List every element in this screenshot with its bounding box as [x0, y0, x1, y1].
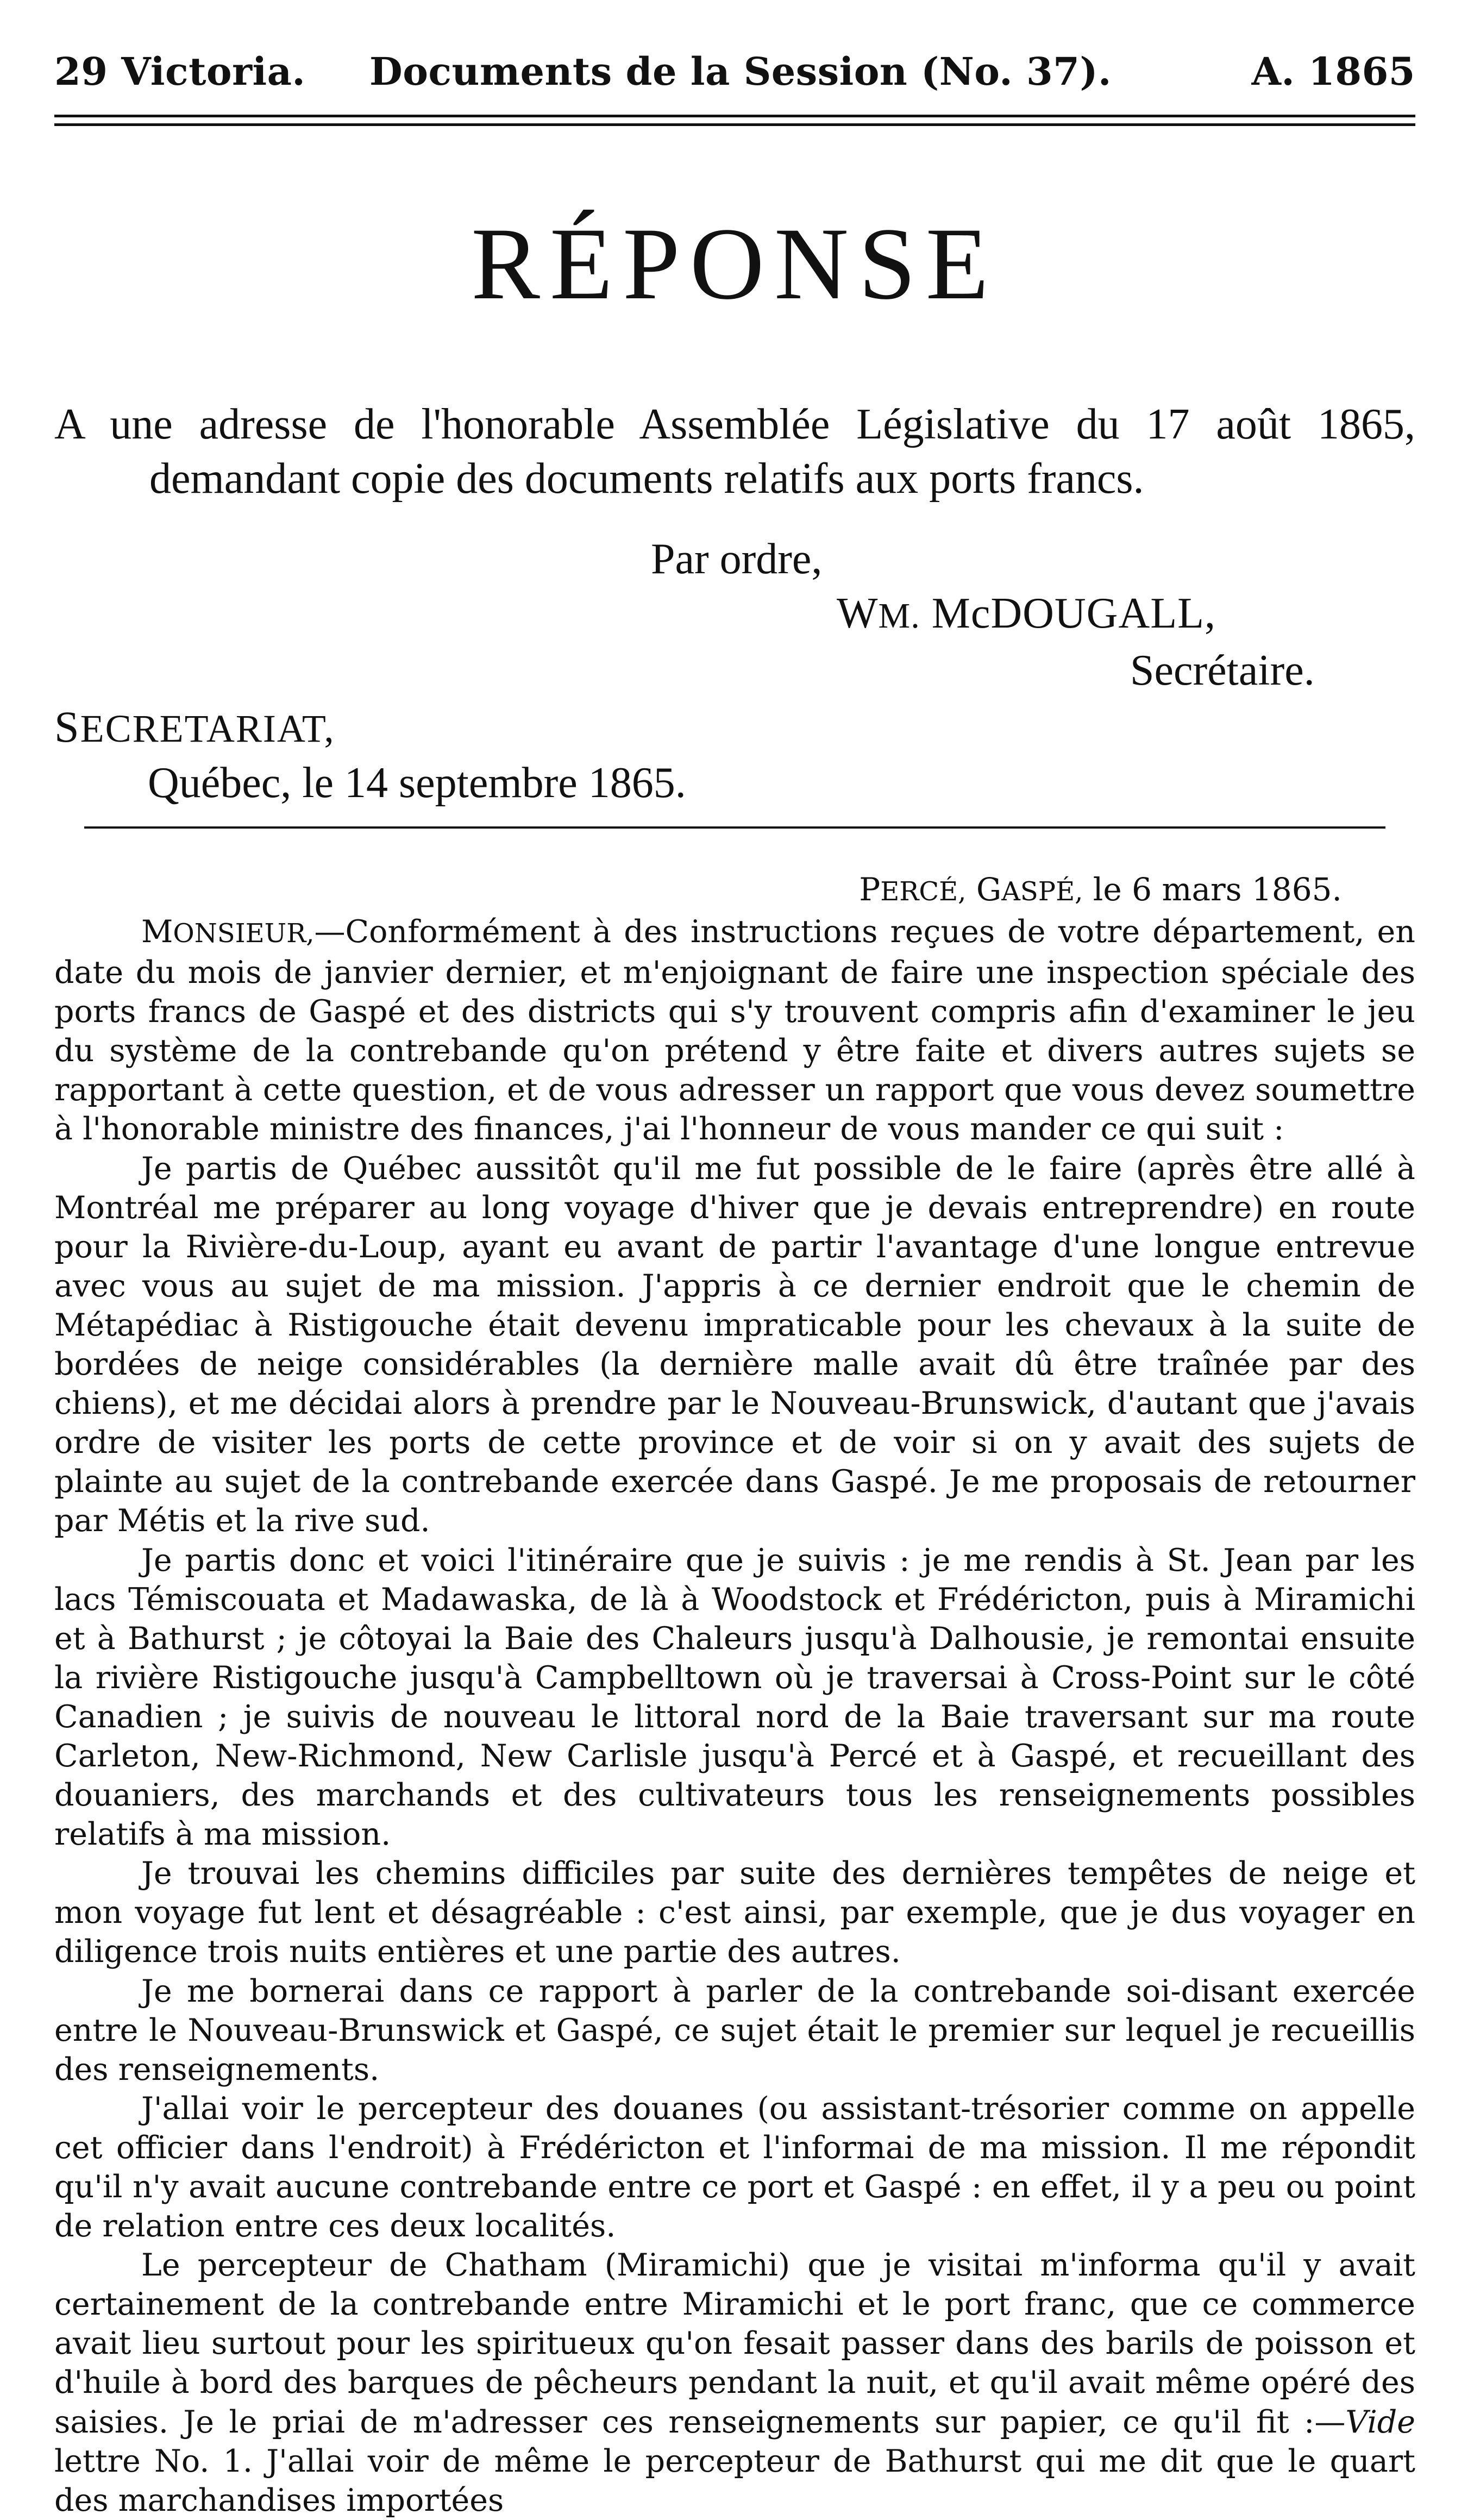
office-name: [54, 700, 1415, 756]
paragraph-7-text-a: Le percepteur de Chatham (Miramichi) que je visitai m'informa qu'il y avait certainement de la contrebande entre Miramichi et le port franc, que ce commerce avait lieu surtout pour les spiritueux qu'on fesait passer dans des barils de poisson et d'huile à bord des barques de pêcheurs pendant la nuit, et qu'il avait même opéré des saisies. Je le priai de m'adresser ces renseignements sur papier, ce qu'il fit :—: [54, 2247, 1415, 2440]
section-rule: [84, 826, 1385, 829]
office-place-date: Québec, le 14 septembre 1865.: [148, 759, 686, 807]
signatory-surname: McDOUGALL,: [931, 590, 1216, 637]
paragraph-3: Je partis donc et voici l'itinéraire que je suivis : je me rendis à St. Jean par les lacs Témiscouata et Madawaska, de là à Woodstock et Frédéricton, puis à Miramichi et à Bathurst ; je côtoyai la Baie des Chaleurs jusqu'à Dalhousie, je remontai ensuite la rivière Ristigouche jusqu'à Campbelltown où je traversai à Cross-Point sur le côté Canadien ; je suivis de nouveau le littoral nord de la Baie traversant sur ma route Carleton, New-Richmond, New Carlisle jusqu'à Percé et à Gaspé, et recueillant des douaniers, des marchands et des cultivateurs tous les renseignements possibles relatifs à ma mission.: [54, 1542, 1415, 1853]
signatory-initial: W: [837, 590, 879, 637]
document-title: RÉPONSE: [471, 207, 999, 321]
document-subtitle: A une adresse de l'honorable Assemblée Législative du 17 août 1865, demandant copie des documents relatifs aux ports francs.: [54, 400, 1415, 503]
header-double-rule: [54, 115, 1415, 131]
letter-dateline: [54, 871, 1415, 908]
paragraph-5: Je me bornerai dans ce rapport à parler de la contrebande soi-disant exercée entre le Nouveau-Brunswick et Gaspé, ce sujet était le premier sur lequel je recueillis des renseignements.: [54, 1973, 1415, 2088]
paragraph-1-text: —Conformément à des instructions reçues de votre département, en date du mois de janvier dernier, et m'enjoignant de faire une inspection spéciale des ports francs de Gaspé et des districts qui s'y trouvent compris afin d'examiner le jeu du système de la contrebande qu'on prétend y être faite et divers autres sujets se rapportant à cette question, et de vous adresser un rapport que vous devez soumettre à l'honorable ministre des finances, j'ai l'honneur de vous mander ce qui suit :: [54, 914, 1415, 1148]
header-right: A. 1865: [1251, 49, 1415, 94]
paragraph-2: Je partis de Québec aussitôt qu'il me fut possible de le faire (après être allé à Montréal me préparer au long voyage d'hiver que je devais entreprendre) en route pour la Rivière-du-Loup, ayant eu avant de partir l'avantage d'une longue entrevue avec vous au sujet de ma mission. J'appris à ce dernier endroit que le chemin de Métapédiac à Ristigouche était devenu impraticable pour les chevaux à la suite de bordées de neige considérables (la dernière malle avait dû être traînée par des chiens), et me décidai alors à prendre par le Nouveau-Brunswick, d'autant que j'avais ordre de visiter les ports de cette province et de voir si on y avait des sujets de plainte au sujet de la contrebande exercée dans Gaspé. Je me proposais de retourner par Métis et la rive sud.: [54, 1150, 1415, 1539]
dateline-cap-1: P: [859, 871, 881, 908]
office-name-rest: ECRETARIAT,: [80, 707, 335, 750]
office-name-cap: S: [54, 702, 80, 751]
header-left: 29 Victoria.: [54, 49, 306, 94]
dateline-cap-2: G: [976, 871, 1002, 908]
paragraph-4: Je trouvai les chemins difficiles par suite des dernières tempêtes de neige et mon voyage fut lent et désagréable : c'est ainsi, par exemple, que je dus voyager en diligence trois nuits entières et une partie des autres.: [54, 1855, 1415, 1970]
paragraph-6: J'allai voir le percepteur des douanes (ou assistant-trésorier comme on appelle cet officier dans l'endroit) à Frédéricton et l'informai de ma mission. Il me répondit qu'il n'y avait aucune contrebande entre ce port et Gaspé : en effet, il y a peu ou point de relation entre ces deux localités.: [54, 2090, 1415, 2245]
paragraph-7-text-b: lettre No. 1. J'allai voir de même le percepteur de Bathurst qui me dit que le quart des marchandises importées: [54, 2443, 1415, 2518]
salutation-sc: ONSIEUR,: [173, 918, 315, 949]
par-ordre: Par ordre,: [651, 535, 823, 583]
dateline-sc-1: ERCÉ,: [880, 876, 967, 907]
dateline-rest: le 6 mars 1865.: [1093, 871, 1342, 908]
signatory-name: [837, 586, 1415, 643]
running-header: [54, 49, 1415, 94]
salutation-cap: M: [141, 914, 173, 950]
letter-body: [54, 912, 1415, 2520]
signatory-role: Secrétaire.: [1130, 647, 1315, 694]
signatory-initial-sc: M.: [878, 596, 920, 636]
header-center: Documents de la Session (No. 37).: [369, 49, 1112, 94]
dateline-sc-2: ASPÉ,: [1001, 876, 1083, 907]
paragraph-7-vide: Vide: [1345, 2404, 1415, 2440]
paragraph-7: [54, 2246, 1415, 2520]
paragraph-1: [54, 912, 1415, 1149]
